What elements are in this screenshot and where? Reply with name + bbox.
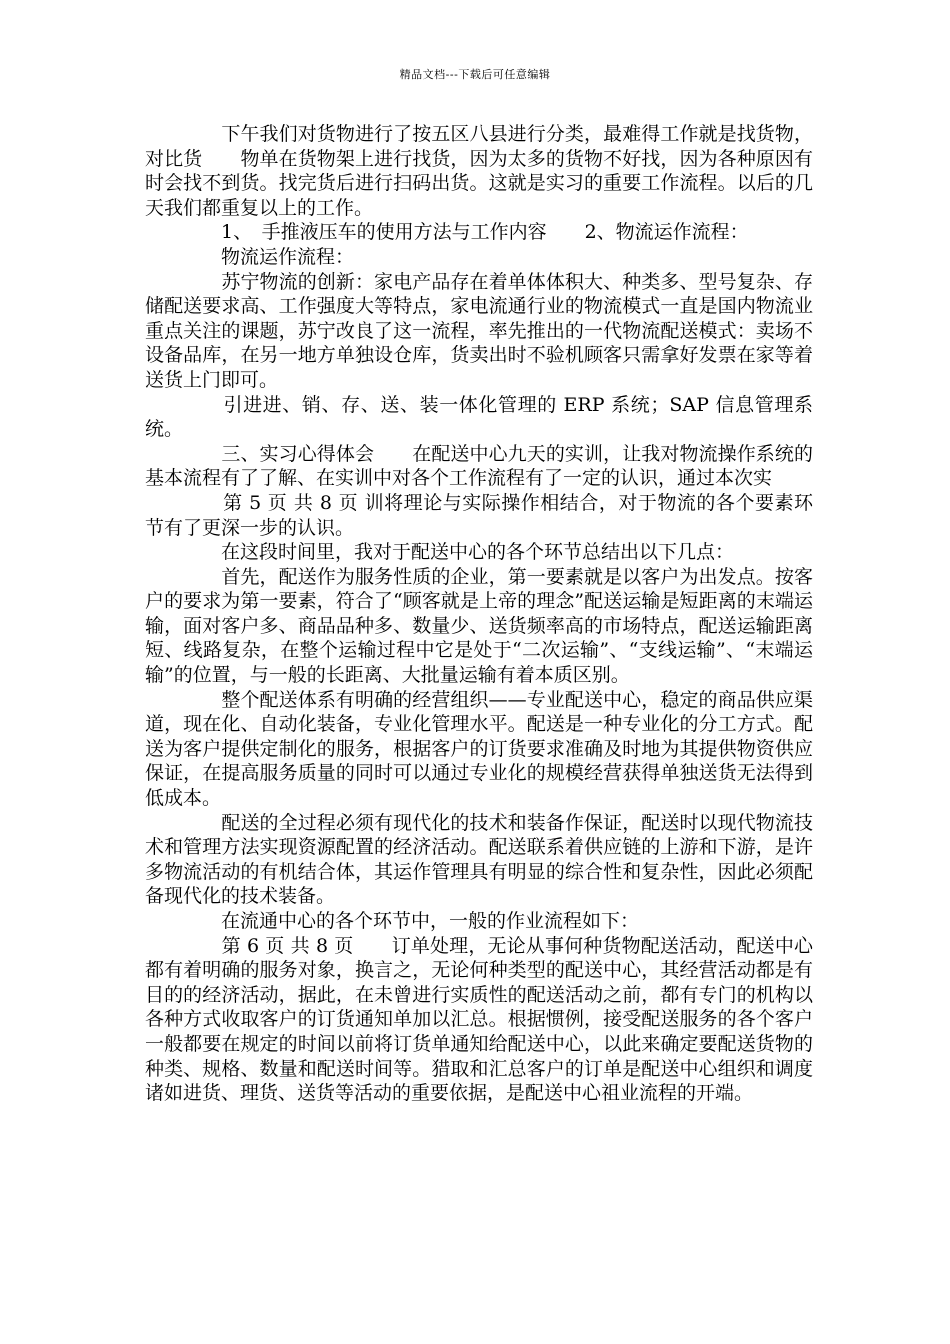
- paragraph: 下午我们对货物进行了按五区八县进行分类，最难得工作就是找货物，对比货 物单在货物架上进行找货，因为太多的货物不好找，因为各种原因有时会找不到货。找完货后进行扫码出货。这就是实习的重要工作流程。以后的几天我们都重复以上的工作。: [145, 123, 813, 219]
- paragraph: 物流运作流程：: [145, 245, 355, 268]
- paragraph: 配送的全过程必须有现代化的技术和装备作保证，配送时以现代物流技术和管理方法实现资源配置的经济活动。配送联系着供应链的上游和下游，是许多物流活动的有机结合体，其运作管理具有明显的综合性和复杂性，因此必须配备现代化的技术装备。: [145, 811, 813, 908]
- paragraph: 苏宁物流的创新：家电产品存在着单体体积大、种类多、型号复杂、存储配送要求高、工作强度大等特点，家电流通行业的物流模式一直是国内物流业重点关注的课题，苏宁改良了这一流程，率先推出的一代物流配送模式：卖场不设备品库，在另一地方单独设仓库，货卖出时不验机顾客只需拿好发票在家等着送货上门即可。: [145, 270, 813, 391]
- paragraph: 1、 手推液压车的使用方法与工作内容 2、物流运作流程：: [145, 221, 749, 244]
- paragraph: 引进进、销、存、送、装一体化管理的 ERP 系统；SAP 信息管理系统。: [145, 393, 813, 441]
- paragraph: 第 5 页 共 8 页 训将理论与实际操作相结合，对于物流的各个要素环节有了更深一步的认识。: [145, 491, 813, 539]
- paragraph: 整个配送体系有明确的经营组织——专业配送中心，稳定的商品供应渠道，现在化、自动化装备，专业化管理水平。配送是一种专业化的分工方式。配送为客户提供定制化的服务，根据客户的订货要求准确及时地为其提供物资供应保证，在提高服务质量的同时可以通过专业化的规模经营获得单独送货无法得到低成本。: [145, 688, 813, 810]
- paragraph: 首先，配送作为服务性质的企业，第一要素就是以客户为出发点。按客户的要求为第一要素，符合了“顾客就是上帝的理念”配送运输是短距离的末端运输，面对客户多、商品品种多、数量少、送货频率高的市场特点，配送运输距离短、线路复杂，在整个运输过程中它是处于“二次运输”、“支线运输”、“末端运输”的位置，与一般的长距离、大批量运输有着本质区别。: [145, 565, 813, 687]
- paragraph: 在流通中心的各个环节中，一般的作业流程如下：: [145, 910, 640, 932]
- paragraph: 第 6 页 共 8 页 订单处理，无论从事何种货物配送活动，配送中心都有着明确的服务对象，换言之，无论何种类型的配送中心，其经营活动都是有目的的经济活动，据此，在未曾进行实质性的配送活动之前，都有专门的机构以各种方式收取客户的订货通知单加以汇总。根据惯例，接受配送服务的各个客户一般都要在规定的时间以前将订货单通知给配送中心，以此来确定要配送货物的种类、规格、数量和配送时间等。猎取和汇总客户的订单是配送中心组织和调度诸如进货、理货、送货等活动的重要依据，是配送中心祖业流程的开端。: [145, 934, 813, 1105]
- paragraph: 在这段时间里，我对于配送中心的各个环节总结出以下几点：: [145, 541, 735, 564]
- document-body: [145, 122, 813, 1106]
- paragraph: 三、实习心得体会 在配送中心九天的实训，让我对物流操作系统的基本流程有了了解、在实训中对各个工作流程有了一定的认识，通过本次实: [145, 442, 813, 490]
- page-header: 精品文档---下载后可任意编辑: [399, 68, 551, 81]
